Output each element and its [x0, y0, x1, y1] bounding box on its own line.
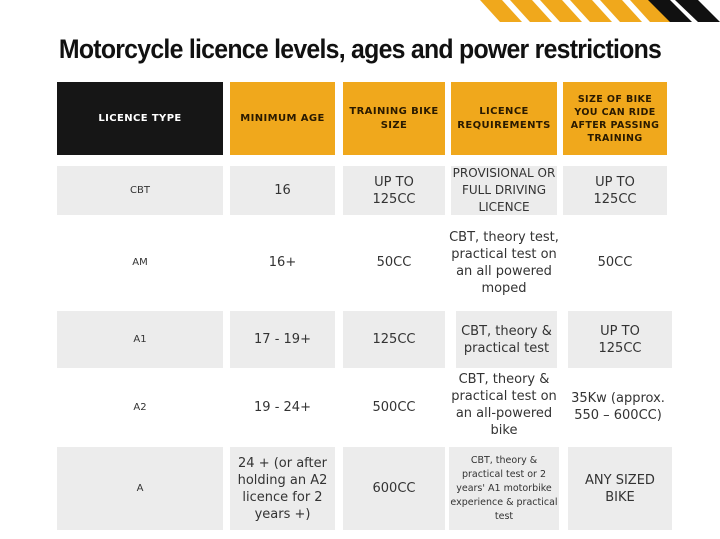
row-am-training-size: 50CC: [376, 255, 412, 270]
row-a-bike-size: ANY SIZED BIKE: [568, 447, 672, 530]
row-a2-requirements: CBT, theory & practical test on an all-powered bike: [451, 372, 557, 438]
header-training-bike-size: TRAINING BIKE SIZE: [343, 82, 445, 155]
header-licence-type: LICENCE TYPE: [57, 82, 223, 155]
row-a1-training-size: 125CC: [343, 311, 445, 368]
row-cbt-age: 16: [230, 166, 335, 215]
header-bike-size-after: SIZE OF BIKE YOU CAN RIDE AFTER PASSING TRAINING: [563, 82, 667, 155]
row-a2-type: A2: [133, 401, 147, 413]
row-a1-requirements: CBT, theory & practical test: [456, 311, 557, 368]
row-a1-age: 17 - 19+: [230, 311, 335, 368]
row-cbt-training-size: UP TO 125CC: [343, 166, 445, 215]
row-a-type: A: [57, 447, 223, 530]
row-a2-training-size: 500CC: [372, 399, 416, 415]
row-a-requirements: CBT, theory & practical test or 2 years' A1 motorbike experience & practical test: [449, 447, 559, 530]
road-stripes-decoration: [470, 0, 720, 22]
row-cbt-type: CBT: [57, 166, 223, 215]
page-title: Motorcycle licence levels, ages and power restrictions: [58, 34, 662, 64]
row-am-age: 16+: [268, 255, 297, 270]
row-am-type: AM: [132, 257, 148, 268]
row-cbt-bike-size: UP TO 125CC: [563, 166, 667, 215]
row-am-bike-size: 50CC: [597, 255, 633, 270]
row-a-training-size: 600CC: [343, 447, 445, 530]
row-a-age: 24 + (or after holding an A2 licence for 2 years +): [230, 447, 335, 530]
header-licence-requirements: LICENCE REQUIREMENTS: [451, 82, 557, 155]
row-a2-age: 19 - 24+: [254, 399, 311, 415]
row-a2-bike-size: 35Kw (approx. 550 – 600CC): [571, 391, 665, 423]
row-a1-type: A1: [57, 311, 223, 368]
row-am-requirements: CBT, theory test, practical test on an all powered moped: [449, 229, 559, 296]
header-minimum-age: MINIMUM AGE: [230, 82, 335, 155]
row-a1-bike-size: UP TO 125CC: [568, 311, 672, 368]
row-cbt-requirements: PROVISIONAL OR FULL DRIVING LICENCE: [452, 166, 556, 214]
